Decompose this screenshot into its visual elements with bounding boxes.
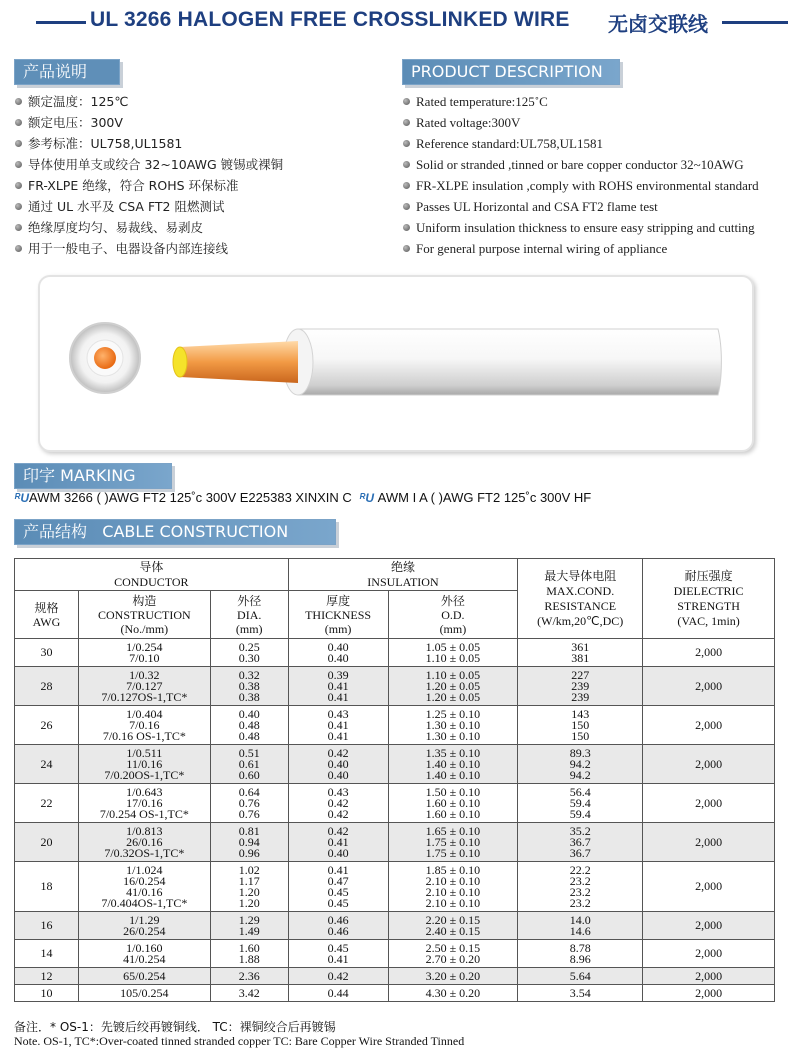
resistance-cell-value: 36.7 bbox=[569, 845, 591, 860]
thickness-cell-value: 0.40 bbox=[327, 756, 349, 771]
construction-cell bbox=[78, 667, 210, 706]
od-cell-value: 2.10 ± 0.10 bbox=[425, 873, 481, 888]
dia-cell-value: 3.42 bbox=[238, 985, 260, 1000]
awg-cell: 12 bbox=[15, 968, 79, 985]
thickness-cell-value: 0.40 bbox=[327, 767, 349, 782]
thickness-cell bbox=[288, 968, 388, 985]
construction-cell-value: 7/0.20OS-1,TC* bbox=[104, 767, 185, 782]
description-item: 通过 UL 水平及 CSA FT2 阻燃测试 bbox=[14, 196, 283, 217]
dia-cell-value: 0.38 bbox=[238, 689, 260, 704]
resistance-cell-value: 23.2 bbox=[569, 873, 591, 888]
header-resistance: 最大导体电阻 MAX.COND. RESISTANCE (W/km,20℃,DC) bbox=[518, 559, 643, 639]
dielectric-cell: 2,000 bbox=[643, 940, 775, 968]
dia-cell-value: 0.25 bbox=[238, 639, 260, 654]
wire-conductor bbox=[180, 341, 298, 383]
resistance-cell-value: 14.0 bbox=[569, 912, 591, 927]
dielectric-cell: 2,000 bbox=[643, 667, 775, 706]
ul-logo-icon: ᴿU bbox=[14, 491, 30, 505]
wire-image-panel bbox=[38, 275, 754, 452]
construction-cell-value: 65/0.254 bbox=[123, 968, 166, 983]
resistance-cell-value: 143 bbox=[571, 706, 590, 721]
description-item: 额定温度：125℃ bbox=[14, 91, 283, 112]
description-item: Rated voltage:300V bbox=[402, 112, 759, 133]
description-item: 参考标准：UL758,UL1581 bbox=[14, 133, 283, 154]
construction-cell-value: 1/0.404 bbox=[126, 706, 163, 721]
construction-cell-value: 11/0.16 bbox=[126, 756, 163, 771]
resistance-cell-value: 23.2 bbox=[569, 895, 591, 910]
description-item: Passes UL Horizontal and CSA FT2 flame test bbox=[402, 196, 759, 217]
construction-cell-value: 41/0.254 bbox=[123, 951, 166, 966]
header-dielectric: 耐压强度 DIELECTRIC STRENGTH (VAC, 1min) bbox=[643, 559, 775, 639]
dia-cell bbox=[210, 639, 288, 667]
resistance-cell-value: 150 bbox=[571, 728, 590, 743]
dia-cell-value: 0.61 bbox=[238, 756, 260, 771]
resistance-cell bbox=[518, 784, 643, 823]
construction-cell bbox=[78, 968, 210, 985]
resistance-cell bbox=[518, 667, 643, 706]
od-cell bbox=[388, 968, 518, 985]
table-row bbox=[15, 940, 775, 968]
construction-cell-value: 1/1.024 bbox=[126, 862, 163, 877]
construction-cell-value: 105/0.254 bbox=[120, 985, 169, 1000]
construction-cell-value: 7/0.10 bbox=[129, 650, 160, 665]
resistance-cell-value: 8.78 bbox=[569, 940, 591, 955]
dia-cell-value: 0.81 bbox=[238, 823, 260, 838]
resistance-cell-value: 14.6 bbox=[569, 923, 591, 938]
dia-cell-value: 0.48 bbox=[238, 728, 260, 743]
table-row bbox=[15, 912, 775, 940]
od-cell-value: 1.30 ± 0.10 bbox=[425, 728, 481, 743]
dia-cell-value: 1.60 bbox=[238, 940, 260, 955]
construction-cell-value: 7/0.16 OS-1,TC* bbox=[102, 728, 186, 743]
description-list-en bbox=[402, 91, 759, 259]
thickness-cell-value: 0.42 bbox=[327, 795, 349, 810]
dia-cell bbox=[210, 912, 288, 940]
cross-section-conductor bbox=[94, 347, 116, 369]
resistance-cell-value: 381 bbox=[571, 650, 590, 665]
od-cell-value: 1.20 ± 0.05 bbox=[425, 689, 481, 704]
resistance-cell bbox=[518, 639, 643, 667]
construction-cell bbox=[78, 940, 210, 968]
thickness-cell-value: 0.39 bbox=[327, 667, 349, 682]
thickness-cell bbox=[288, 745, 388, 784]
header-od: 外径 O.D. (mm) bbox=[388, 591, 518, 639]
construction-cell-value: 26/0.254 bbox=[123, 923, 166, 938]
od-cell bbox=[388, 940, 518, 968]
thickness-cell-value: 0.41 bbox=[327, 689, 349, 704]
awg-cell: 18 bbox=[15, 862, 79, 912]
dia-cell-value: 1.49 bbox=[238, 923, 260, 938]
resistance-cell-value: 94.2 bbox=[569, 756, 591, 771]
resistance-cell bbox=[518, 968, 643, 985]
construction-cell bbox=[78, 823, 210, 862]
od-cell-value: 1.10 ± 0.05 bbox=[425, 650, 481, 665]
od-cell-value: 1.75 ± 0.10 bbox=[425, 845, 481, 860]
resistance-cell-value: 150 bbox=[571, 717, 590, 732]
dia-cell-value: 1.20 bbox=[238, 884, 260, 899]
section-header-description-cn bbox=[14, 59, 120, 85]
od-cell-value: 1.50 ± 0.10 bbox=[425, 784, 481, 799]
od-cell-value: 1.65 ± 0.10 bbox=[425, 823, 481, 838]
dielectric-cell: 2,000 bbox=[643, 968, 775, 985]
dia-cell bbox=[210, 784, 288, 823]
dielectric-cell: 2,000 bbox=[643, 784, 775, 823]
awg-cell: 16 bbox=[15, 912, 79, 940]
od-cell-value: 1.10 ± 0.05 bbox=[425, 667, 481, 682]
dia-cell-value: 1.20 bbox=[238, 895, 260, 910]
od-cell bbox=[388, 862, 518, 912]
resistance-cell-value: 227 bbox=[571, 667, 590, 682]
od-cell bbox=[388, 985, 518, 1002]
dielectric-cell: 2,000 bbox=[643, 823, 775, 862]
resistance-cell bbox=[518, 985, 643, 1002]
dielectric-cell: 2,000 bbox=[643, 745, 775, 784]
description-item: 导体使用单支或绞合 32~10AWG 镀锡或裸铜 bbox=[14, 154, 283, 175]
thickness-cell-value: 0.42 bbox=[327, 823, 349, 838]
construction-cell-value: 1/0.32 bbox=[129, 667, 160, 682]
od-cell-value: 1.75 ± 0.10 bbox=[425, 834, 481, 849]
thickness-cell-value: 0.46 bbox=[327, 912, 349, 927]
dia-cell-value: 0.76 bbox=[238, 806, 260, 821]
thickness-cell-value: 0.40 bbox=[327, 639, 349, 654]
thickness-cell bbox=[288, 985, 388, 1002]
construction-cell bbox=[78, 706, 210, 745]
ul-logo-icon: ᴿU bbox=[359, 491, 375, 505]
dielectric-cell: 2,000 bbox=[643, 862, 775, 912]
od-cell-value: 1.05 ± 0.05 bbox=[425, 639, 481, 654]
construction-cell-value: 1/0.160 bbox=[126, 940, 163, 955]
resistance-cell-value: 59.4 bbox=[569, 806, 591, 821]
dia-cell-value: 0.30 bbox=[238, 650, 260, 665]
od-cell bbox=[388, 745, 518, 784]
dia-cell-value: 0.64 bbox=[238, 784, 260, 799]
construction-cell-value: 7/0.127OS-1,TC* bbox=[101, 689, 188, 704]
note-cn: 备注．* OS-1：先镀后绞再镀铜线． TC：裸铜绞合后再镀锡 bbox=[14, 1020, 336, 1034]
construction-label-cn: 产品结构 bbox=[23, 522, 88, 541]
od-cell-value: 2.10 ± 0.10 bbox=[425, 884, 481, 899]
od-cell-value: 1.30 ± 0.10 bbox=[425, 717, 481, 732]
construction-cell-value: 41/0.16 bbox=[126, 884, 163, 899]
wire-jacket bbox=[298, 329, 721, 395]
thickness-cell-value: 0.46 bbox=[327, 923, 349, 938]
dia-cell bbox=[210, 940, 288, 968]
section-header-marking bbox=[14, 463, 172, 489]
construction-cell-value: 7/0.32OS-1,TC* bbox=[104, 845, 185, 860]
construction-cell bbox=[78, 985, 210, 1002]
dia-cell-value: 0.94 bbox=[238, 834, 260, 849]
title-rule-left bbox=[36, 21, 86, 24]
thickness-cell-value: 0.44 bbox=[327, 985, 349, 1000]
od-cell-value: 1.85 ± 0.10 bbox=[425, 862, 481, 877]
construction-cell-value: 7/0.404OS-1,TC* bbox=[101, 895, 188, 910]
thickness-cell bbox=[288, 912, 388, 940]
section-header-description-en bbox=[402, 59, 620, 85]
thickness-cell-value: 0.42 bbox=[327, 806, 349, 821]
od-cell-value: 1.60 ± 0.10 bbox=[425, 806, 481, 821]
od-cell-value: 1.40 ± 0.10 bbox=[425, 756, 481, 771]
header-conductor: 导体 CONDUCTOR bbox=[15, 559, 289, 591]
od-cell bbox=[388, 667, 518, 706]
title-rule-right bbox=[722, 21, 788, 24]
thickness-cell-value: 0.41 bbox=[327, 834, 349, 849]
thickness-cell-value: 0.42 bbox=[327, 968, 349, 983]
od-cell-value: 1.40 ± 0.10 bbox=[425, 767, 481, 782]
dia-cell-value: 0.40 bbox=[238, 706, 260, 721]
header-construction: 构造 CONSTRUCTION (No./mm) bbox=[78, 591, 210, 639]
table-row bbox=[15, 745, 775, 784]
table-row bbox=[15, 667, 775, 706]
dia-cell bbox=[210, 862, 288, 912]
od-cell-value: 4.30 ± 0.20 bbox=[425, 985, 481, 1000]
construction-cell bbox=[78, 862, 210, 912]
construction-cell bbox=[78, 639, 210, 667]
dia-cell-value: 0.32 bbox=[238, 667, 260, 682]
dia-cell bbox=[210, 667, 288, 706]
awg-cell: 14 bbox=[15, 940, 79, 968]
resistance-cell-value: 56.4 bbox=[569, 784, 591, 799]
od-cell-value: 3.20 ± 0.20 bbox=[425, 968, 481, 983]
page-title: UL 3266 HALOGEN FREE CROSSLINKED WIRE bbox=[90, 8, 570, 31]
table-row bbox=[15, 784, 775, 823]
construction-label-en: CABLE CONSTRUCTION bbox=[102, 522, 289, 541]
od-cell-value: 2.70 ± 0.20 bbox=[425, 951, 481, 966]
resistance-cell-value: 22.2 bbox=[569, 862, 591, 877]
awg-cell: 28 bbox=[15, 667, 79, 706]
thickness-cell-value: 0.45 bbox=[327, 940, 349, 955]
dia-cell-value: 1.29 bbox=[238, 912, 260, 927]
resistance-cell bbox=[518, 912, 643, 940]
od-cell-value: 2.20 ± 0.15 bbox=[425, 912, 481, 927]
dia-cell bbox=[210, 823, 288, 862]
description-item: Uniform insulation thickness to ensure easy stripping and cutting bbox=[402, 217, 759, 238]
od-cell-value: 2.40 ± 0.15 bbox=[425, 923, 481, 938]
section-label: 产品说明 bbox=[23, 62, 88, 81]
description-item: 额定电压：300V bbox=[14, 112, 283, 133]
construction-cell bbox=[78, 745, 210, 784]
construction-cell-value: 1/1.29 bbox=[129, 912, 160, 927]
dia-cell-value: 2.36 bbox=[238, 968, 260, 983]
marking-text-1: AWM 3266 ( )AWG FT2 125˚c 300V E225383 XINXIN C bbox=[29, 490, 352, 505]
thickness-cell-value: 0.42 bbox=[327, 745, 349, 760]
thickness-cell-value: 0.47 bbox=[327, 873, 349, 888]
resistance-cell-value: 3.54 bbox=[569, 985, 591, 1000]
thickness-cell-value: 0.41 bbox=[327, 728, 349, 743]
thickness-cell bbox=[288, 784, 388, 823]
description-item: 用于一般电子、电器设备内部连接线 bbox=[14, 238, 283, 259]
table-row bbox=[15, 968, 775, 985]
construction-cell-value: 26/0.16 bbox=[126, 834, 163, 849]
description-list-cn bbox=[14, 91, 283, 259]
thickness-cell bbox=[288, 667, 388, 706]
dia-cell-value: 0.76 bbox=[238, 795, 260, 810]
table-row bbox=[15, 823, 775, 862]
awg-cell: 20 bbox=[15, 823, 79, 862]
note-en: Note. OS-1, TC*:Over-coated tinned stranded copper TC: Bare Copper Wire Stranded Tinned bbox=[14, 1034, 465, 1048]
od-cell-value: 1.35 ± 0.10 bbox=[425, 745, 481, 760]
awg-cell: 22 bbox=[15, 784, 79, 823]
resistance-cell-value: 94.2 bbox=[569, 767, 591, 782]
resistance-cell-value: 8.96 bbox=[569, 951, 591, 966]
od-cell-value: 1.20 ± 0.05 bbox=[425, 678, 481, 693]
marking-label-en: MARKING bbox=[60, 466, 136, 485]
dielectric-cell: 2,000 bbox=[643, 912, 775, 940]
awg-cell: 30 bbox=[15, 639, 79, 667]
header-thickness: 厚度 THICKNESS (mm) bbox=[288, 591, 388, 639]
od-cell-value: 1.25 ± 0.10 bbox=[425, 706, 481, 721]
od-cell bbox=[388, 912, 518, 940]
thickness-cell-value: 0.40 bbox=[327, 650, 349, 665]
dia-cell bbox=[210, 985, 288, 1002]
cable-construction-table bbox=[14, 558, 775, 1002]
od-cell-value: 2.50 ± 0.15 bbox=[425, 940, 481, 955]
resistance-cell bbox=[518, 862, 643, 912]
dia-cell bbox=[210, 968, 288, 985]
header-dia: 外径 DIA. (mm) bbox=[210, 591, 288, 639]
header-awg: 规格 AWG bbox=[15, 591, 79, 639]
thickness-cell bbox=[288, 639, 388, 667]
conductor-end bbox=[173, 347, 187, 377]
od-cell bbox=[388, 639, 518, 667]
resistance-cell-value: 89.3 bbox=[569, 745, 591, 760]
dia-cell-value: 0.96 bbox=[238, 845, 260, 860]
resistance-cell-value: 23.2 bbox=[569, 884, 591, 899]
resistance-cell-value: 361 bbox=[571, 639, 590, 654]
resistance-cell-value: 36.7 bbox=[569, 834, 591, 849]
construction-cell-value: 1/0.813 bbox=[126, 823, 163, 838]
construction-cell-value: 1/0.254 bbox=[126, 639, 163, 654]
construction-cell bbox=[78, 912, 210, 940]
resistance-cell bbox=[518, 823, 643, 862]
construction-cell-value: 1/0.511 bbox=[126, 745, 163, 760]
dia-cell-value: 0.38 bbox=[238, 678, 260, 693]
marking-text-line bbox=[14, 490, 591, 505]
thickness-cell-value: 0.45 bbox=[327, 895, 349, 910]
description-item: For general purpose internal wiring of appliance bbox=[402, 238, 759, 259]
wire-illustration bbox=[40, 277, 752, 450]
section-header-construction bbox=[14, 519, 336, 545]
table-row bbox=[15, 862, 775, 912]
resistance-cell bbox=[518, 706, 643, 745]
thickness-cell-value: 0.43 bbox=[327, 706, 349, 721]
od-cell-value: 1.60 ± 0.10 bbox=[425, 795, 481, 810]
resistance-cell-value: 35.2 bbox=[569, 823, 591, 838]
resistance-cell-value: 59.4 bbox=[569, 795, 591, 810]
table-row bbox=[15, 706, 775, 745]
thickness-cell bbox=[288, 706, 388, 745]
dia-cell bbox=[210, 745, 288, 784]
thickness-cell-value: 0.41 bbox=[327, 862, 349, 877]
marking-label-cn: 印字 bbox=[23, 466, 56, 485]
thickness-cell bbox=[288, 940, 388, 968]
od-cell-value: 2.10 ± 0.10 bbox=[425, 895, 481, 910]
construction-cell-value: 7/0.127 bbox=[126, 678, 163, 693]
thickness-cell-value: 0.40 bbox=[327, 845, 349, 860]
description-item: FR-XLPE 绝缘，符合 ROHS 环保标准 bbox=[14, 175, 283, 196]
table-row bbox=[15, 639, 775, 667]
dia-cell-value: 0.48 bbox=[238, 717, 260, 732]
thickness-cell-value: 0.41 bbox=[327, 717, 349, 732]
dielectric-cell: 2,000 bbox=[643, 706, 775, 745]
construction-cell bbox=[78, 784, 210, 823]
section-label: PRODUCT DESCRIPTION bbox=[411, 62, 603, 81]
thickness-cell bbox=[288, 823, 388, 862]
construction-cell-value: 16/0.254 bbox=[123, 873, 166, 888]
resistance-cell-value: 5.64 bbox=[569, 968, 591, 983]
od-cell bbox=[388, 823, 518, 862]
thickness-cell-value: 0.45 bbox=[327, 884, 349, 899]
dia-cell-value: 0.60 bbox=[238, 767, 260, 782]
description-item: FR-XLPE insulation ,comply with ROHS environmental standard bbox=[402, 175, 759, 196]
resistance-cell bbox=[518, 745, 643, 784]
thickness-cell bbox=[288, 862, 388, 912]
construction-cell-value: 7/0.16 bbox=[129, 717, 160, 732]
dia-cell-value: 0.51 bbox=[238, 745, 260, 760]
dielectric-cell: 2,000 bbox=[643, 639, 775, 667]
dia-cell-value: 1.88 bbox=[238, 951, 260, 966]
thickness-cell-value: 0.41 bbox=[327, 951, 349, 966]
resistance-cell bbox=[518, 940, 643, 968]
dia-cell-value: 1.02 bbox=[238, 862, 260, 877]
description-item: 绝缘厚度均匀、易裁线、易剥皮 bbox=[14, 217, 283, 238]
od-cell bbox=[388, 706, 518, 745]
dia-cell bbox=[210, 706, 288, 745]
description-item: Reference standard:UL758,UL1581 bbox=[402, 133, 759, 154]
awg-cell: 26 bbox=[15, 706, 79, 745]
table-row bbox=[15, 985, 775, 1002]
header-insulation: 绝缘 INSULATION bbox=[288, 559, 518, 591]
description-item: Solid or stranded ,tinned or bare copper conductor 32~10AWG bbox=[402, 154, 759, 175]
construction-cell-value: 7/0.254 OS-1,TC* bbox=[99, 806, 189, 821]
resistance-cell-value: 239 bbox=[571, 689, 590, 704]
construction-cell-value: 17/0.16 bbox=[126, 795, 163, 810]
od-cell bbox=[388, 784, 518, 823]
construction-cell-value: 1/0.643 bbox=[126, 784, 163, 799]
resistance-cell-value: 239 bbox=[571, 678, 590, 693]
description-item: Rated temperature:125˚C bbox=[402, 91, 759, 112]
awg-cell: 24 bbox=[15, 745, 79, 784]
dielectric-cell: 2,000 bbox=[643, 985, 775, 1002]
marking-text-2: AWM I A ( )AWG FT2 125˚c 300V HF bbox=[377, 490, 592, 505]
dia-cell-value: 1.17 bbox=[238, 873, 260, 888]
awg-cell: 10 bbox=[15, 985, 79, 1002]
thickness-cell-value: 0.41 bbox=[327, 678, 349, 693]
page-title-cn: 无卤交联线 bbox=[608, 12, 708, 36]
thickness-cell-value: 0.43 bbox=[327, 784, 349, 799]
